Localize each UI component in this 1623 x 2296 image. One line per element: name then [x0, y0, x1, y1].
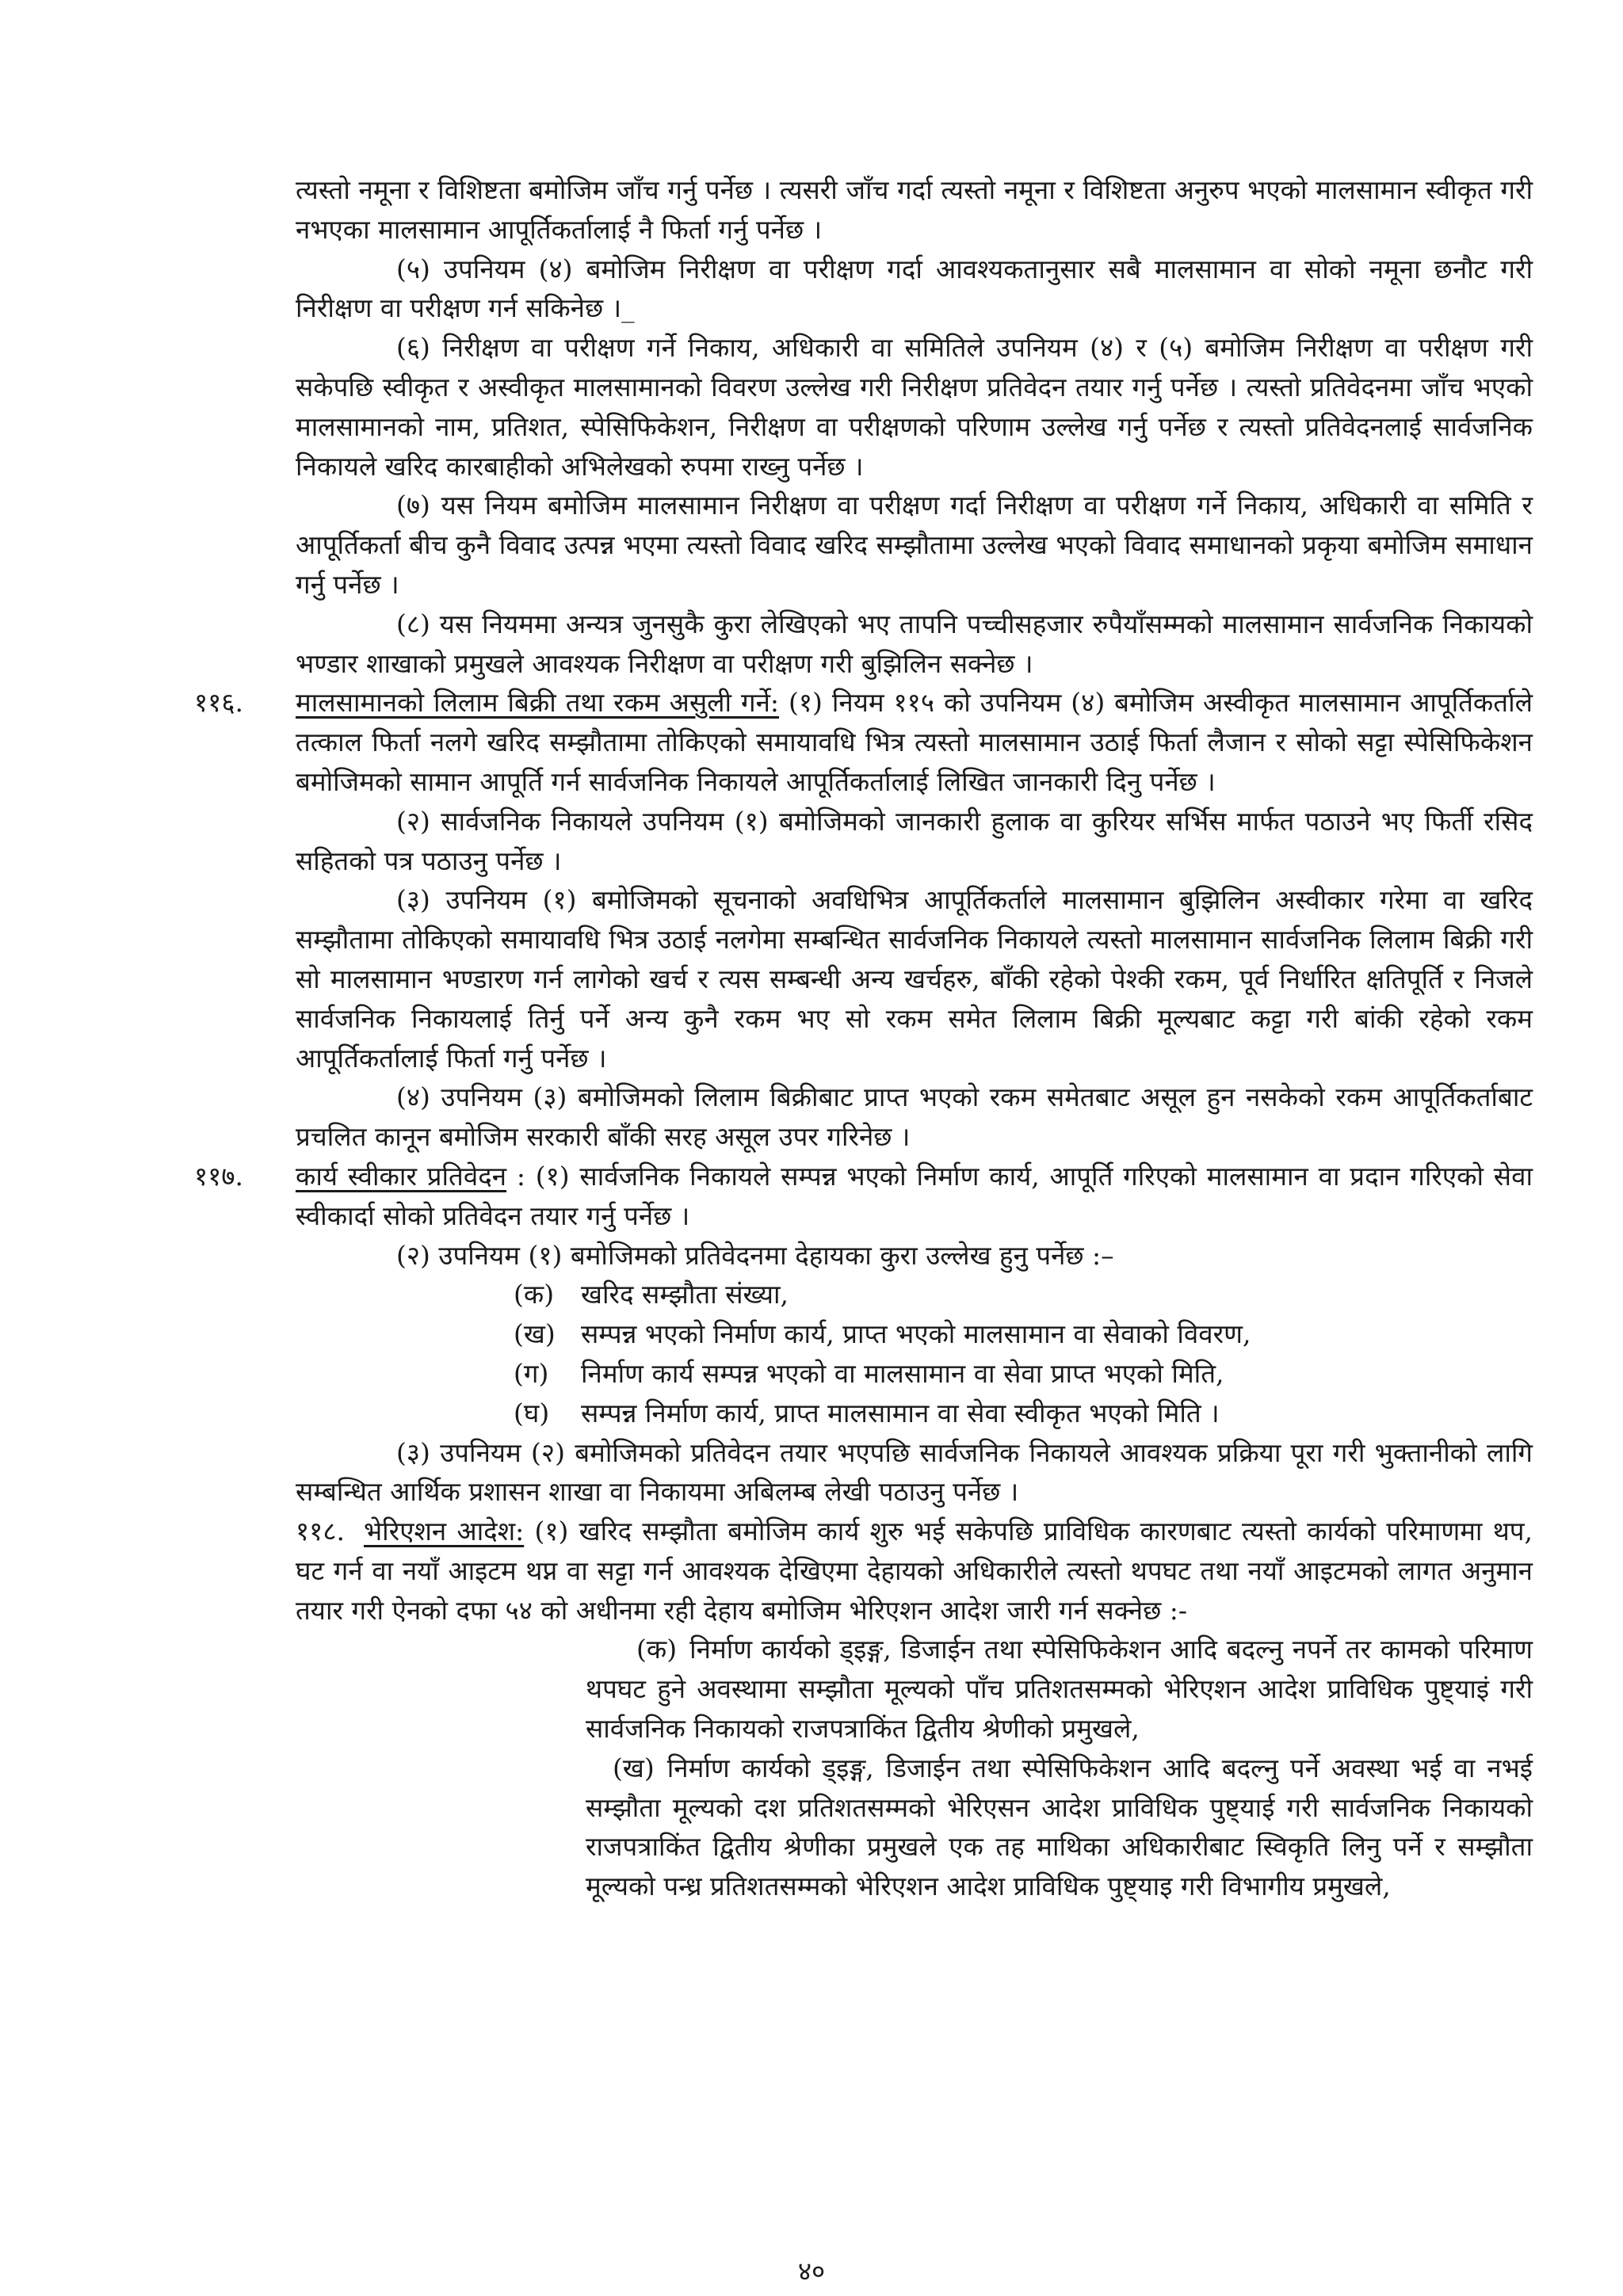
sub-item-text: निर्माण कार्यको ड्इङ्ग, डिजाईन तथा स्पेसिफिकेशन आदि बदल्नु पर्ने अवस्था भई वा नभई सम्झौता मूल्यको दश प्रतिशतसम्मको भेरिएसन आदेश प्राविधिक पुष्ट्याई गरी सार्वजनिक निकायको राजपत्राकिंत द्वितीय श्रेणीका प्रमुखले एक तह माथिका अधिकारीबाट स्विकृति लिनु पर्ने र सम्झौता मूल्यको पन्ध्र प्रतिशतसम्मको भेरिएशन आदेश प्राविधिक पुष्ट्याइ गरी विभागीय प्रमुखले, [586, 1752, 1533, 1902]
section-116-heading: मालसामानको लिलाम बिक्री तथा रकम असुली गर्ने: [296, 687, 780, 719]
sub-item-marker: (ख) [613, 1752, 655, 1783]
list-item [296, 1275, 1533, 1314]
section-116 [194, 683, 1533, 801]
section-118-text: (१) खरिद सम्झौता बमोजिम कार्य शुरु भई सकेपछि प्राविधिक कारणबाट त्यस्तो कार्यको परिमाणमा थप, घट गर्न वा नयाँ आइटम थप्न वा सट्टा गर्न आवश्यक देखिएमा देहायको अधिकारीले त्यस्तो थपघट तथा नयाँ आइटमको लागत अनुमान तयार गरी ऐनको दफा ५४ को अधीनमा रही देहाय बमोजिम भेरिएशन आदेश जारी गर्न सक्नेछ :- [296, 1516, 1533, 1626]
list-item-text: खरिद सम्झौता संख्या, [581, 1279, 789, 1310]
section-116-paragraph-2: (२) सार्वजनिक निकायले उपनियम (१) बमोजिमको जानकारी हुलाक वा कुरियर सर्भिस मार्फत पठाउने भए फिर्ती रसिद सहितको पत्र पठाउनु पर्नेछ । [296, 805, 1533, 876]
section-117-paragraph-3: (३) उपनियम (२) बमोजिमको प्रतिवेदन तयार भएपछि सार्वजनिक निकायले आवश्यक प्रक्रिया पूरा गरी भुक्तानीको लागि सम्बन्धित आर्थिक प्रशासन शाखा वा निकायमा अबिलम्ब लेखी पठाउनु पर्नेछ । [296, 1436, 1533, 1508]
list-item [296, 1394, 1533, 1433]
list-item-text: सम्पन्न निर्माण कार्य, प्राप्त मालसामान वा सेवा स्वीकृत भएको मिति । [581, 1397, 1220, 1428]
section-116-paragraph-4: (४) उपनियम (३) बमोजिमको लिलाम बिक्रीबाट प्राप्त भएको रकम समेतबाट असूल हुन नसकेको रकम आपूर्तिकर्ताबाट प्रचलित कानून बमोजिम सरकारी बाँकी सरह असूल उपर गरिनेछ । [296, 1081, 1533, 1153]
list-marker: (ख) [514, 1318, 556, 1350]
section-117-number: ११७. [194, 1160, 243, 1192]
section-117-text: : (१) सार्वजनिक निकायले सम्पन्न भएको निर्माण कार्य, आपूर्ति गरिएको मालसामान वा प्रदान गरिएको सेवा स्वीकार्दा सोको प्रतिवेदन तयार गर्नु पर्नेछ । [296, 1160, 1533, 1231]
sub-item-text: निर्माण कार्यको ड्इङ्ग, डिजाईन तथा स्पेसिफिकेशन आदि बदल्नु नपर्ने तर कामको परिमाण थपघट हुने अवस्थामा सम्झौता मूल्यको पाँच प्रतिशतसम्मको भेरिएशन आदेश प्राविधिक पुष्ट्याइं गरी सार्वजनिक निकायको राजपत्राकिंत द्वितीय श्रेणीको प्रमुखले, [586, 1634, 1533, 1745]
section-116-paragraph-3: (३) उपनियम (१) बमोजिमको सूचनाको अवधिभित्र आपूर्तिकर्ताले मालसामान बुझिलिन अस्वीकार गरेमा वा खरिद सम्झौतामा तोकिएको समायावधि भित्र उठाई नलगेमा सम्बन्धित सार्वजनिक निकायले त्यस्तो मालसामान सार्वजनिक लिलाम बिक्री गरी सो मालसामान भण्डारण गर्न लागेको खर्च र त्यस सम्बन्धी अन्य खर्चहरु, बाँकी रहेको पेश्की रकम, पूर्व निर्धारित क्षतिपूर्ति र निजले सार्वजनिक निकायलाई तिर्नु पर्ने अन्य कुनै रकम भए सो रकम समेत लिलाम बिक्री मूल्यबाट कट्टा गरी बांकी रहेको रकम आपूर्तिकर्तालाई फिर्ता गर्नु पर्नेछ । [296, 884, 1533, 1074]
list-item [296, 1314, 1533, 1354]
sub-item [586, 1630, 1533, 1748]
list-item-text: सम्पन्न भएको निर्माण कार्य, प्राप्त भएको मालसामान वा सेवाको विवरण, [581, 1318, 1251, 1350]
paragraph-6: (६) निरीक्षण वा परीक्षण गर्ने निकाय, अधिकारी वा समितिले उपनियम (४) र (५) बमोजिम निरीक्षण वा परीक्षण गरी सकेपछि स्वीकृत र अस्वीकृत मालसामानको विवरण उल्लेख गरी निरीक्षण प्रतिवेदन तयार गर्नु पर्नेछ । त्यस्तो प्रतिवेदनमा जाँच भएको मालसामानको नाम, प्रतिशत, स्पेसिफिकेशन, निरीक्षण वा परीक्षणको परिणाम उल्लेख गर्नु पर्नेछ र त्यस्तो प्रतिवेदनलाई सार्वजनिक निकायले खरिद कारबाहीको अभिलेखको रुपमा राख्नु पर्नेछ । [296, 332, 1533, 482]
section-118 [296, 1512, 1533, 1630]
paragraph-cont: त्यस्तो नमूना र विशिष्टता बमोजिम जाँच गर्नु पर्नेछ । त्यसरी जाँच गर्दा त्यस्तो नमूना र विशिष्टता अनुरुप भएको मालसामान स्वीकृत गरी नभएका मालसामान आपूर्तिकर्तालाई नै फिर्ता गर्नु पर्नेछ । [296, 174, 1533, 245]
list-marker: (ग) [514, 1357, 549, 1389]
section-117-paragraph-2: (२) उपनियम (१) बमोजिमको प्रतिवेदनमा देहायका कुरा उल्लेख हुनु पर्नेछ :– [396, 1239, 1114, 1271]
sub-item-marker: (क) [636, 1634, 678, 1665]
list-item [296, 1354, 1533, 1394]
paragraph-8: (८) यस नियममा अन्यत्र जुनसुकै कुरा लेखिएको भए तापनि पच्चीसहजार रुपैयाँसम्मको मालसामान सार्वजनिक निकायको भण्डार शाखाको प्रमुखले आवश्यक निरीक्षण वा परीक्षण गरी बुझिलिन सक्नेछ । [296, 608, 1533, 679]
sub-item [586, 1749, 1533, 1906]
page-content [194, 170, 1533, 1906]
list-item-text: निर्माण कार्य सम्पन्न भएको वा मालसामान वा सेवा प्राप्त भएको मिति, [581, 1357, 1224, 1389]
section-116-number: ११६. [194, 687, 243, 719]
paragraph-5: (५) उपनियम (४) बमोजिम निरीक्षण वा परीक्षण गर्दा आवश्यकतानुसार सबै मालसामान वा सोको नमूना छनौट गरी निरीक्षण वा परीक्षण गर्न सकिनेछ ।_ [296, 253, 1533, 324]
list-marker: (क) [514, 1279, 555, 1310]
section-117-heading: कार्य स्वीकार प्रतिवेदन [296, 1160, 507, 1192]
list-marker: (घ) [514, 1397, 550, 1428]
section-118-number: ११८. [296, 1516, 345, 1547]
section-118-heading: भेरिएशन आदेश: [363, 1516, 525, 1547]
section-116-text: (१) नियम ११५ को उपनियम (४) बमोजिम अस्वीकृत मालसामान आपूर्तिकर्ताले तत्काल फिर्ता नलगे खरिद सम्झौतामा तोकिएको समायावधि भित्र त्यस्तो मालसामान उठाई फिर्ता लैजान र सोको सट्टा स्पेसिफिकेशन बमोजिमको सामान आपूर्ति गर्न सार्वजनिक निकायले आपूर्तिकर्तालाई लिखित जानकारी दिनु पर्नेछ । [296, 687, 1533, 797]
paragraph-7: (७) यस नियम बमोजिम मालसामान निरीक्षण वा परीक्षण गर्दा निरीक्षण वा परीक्षण गर्ने निकाय, अधिकारी वा समिति र आपूर्तिकर्ता बीच कुनै विवाद उत्पन्न भएमा त्यस्तो विवाद खरिद सम्झौतामा उल्लेख भएको विवाद समाधानको प्रकृया बमोजिम समाधान गर्नु पर्नेछ । [296, 490, 1533, 600]
page-number: ४० [797, 2256, 826, 2286]
section-117 [194, 1157, 1533, 1236]
